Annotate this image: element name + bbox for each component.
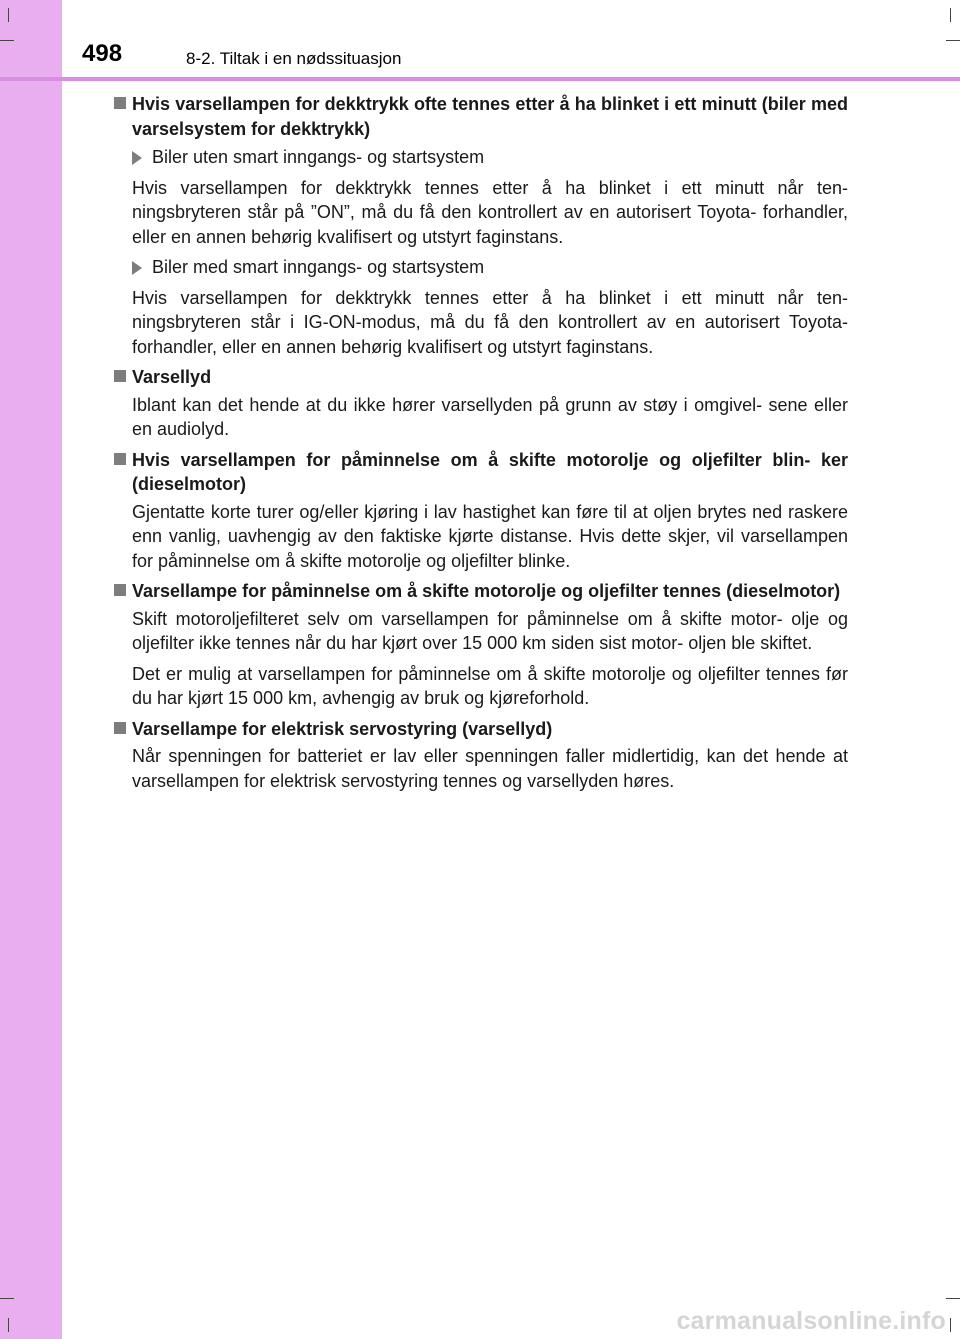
crop-mark xyxy=(0,1298,14,1299)
paragraph: Iblant kan det hende at du ikke hører varsellyden på grunn av støy i omgivel- sene eller en audiolyd. xyxy=(132,394,848,439)
section-title-text: Varsellampe for elektrisk servostyring (varsellyd) xyxy=(132,718,553,739)
subheading-text: Biler med smart inngangs- og startsystem xyxy=(152,257,485,277)
chapter-title: 8-2. Tiltak i en nødssituasjon xyxy=(186,49,402,68)
crop-mark xyxy=(950,1318,951,1332)
subheading xyxy=(112,255,848,280)
crop-mark xyxy=(950,8,951,22)
paragraph: Det er mulig at varsellampen for påminnelse om å skifte motorolje og oljefilter tennes før du har kjørt 15 000 km, avhengig av bruk og kjøreforhold. xyxy=(132,663,848,708)
square-bullet-icon xyxy=(114,453,126,465)
section-title xyxy=(112,717,848,742)
section-title-text: Varsellampe for påminnelse om å skifte motorolje og oljefilter tennes (dieselmotor) xyxy=(132,581,841,601)
crop-mark xyxy=(8,8,9,22)
crop-mark xyxy=(8,1318,9,1332)
paragraph: Gjentatte korte turer og/eller kjøring i lav hastighet kan føre til at oljen brytes ned raskere enn vanlig, uavhengig av den faktiske kjørte distanse. Hvis dette skjer, vil varsellampen for påminnelse om å skifte motorolje og oljefilter blinke. xyxy=(132,501,848,571)
page-content xyxy=(112,92,848,799)
paragraph: Skift motoroljefilteret selv om varsellampen for påminnelse om å skifte motor- olje og oljefilter ikke tennes når du har kjørt over 15 000 km siden sist motor- oljen ble skiftet. xyxy=(132,608,848,653)
arrow-bullet-icon xyxy=(132,151,142,165)
crop-mark xyxy=(0,40,14,41)
square-bullet-icon xyxy=(114,97,126,109)
square-bullet-icon xyxy=(114,370,126,382)
section xyxy=(112,365,848,442)
section xyxy=(112,717,848,794)
section-title xyxy=(112,448,848,497)
arrow-bullet-icon xyxy=(132,261,142,275)
section xyxy=(112,448,848,574)
section-title-text: Hvis varsellampen for påminnelse om å skifte motorolje og oljefilter blin- ker (dieselmotor) xyxy=(132,449,848,494)
section-title xyxy=(112,579,848,604)
side-color-band xyxy=(0,0,62,1339)
header-rule xyxy=(0,77,960,81)
page-number: 498 xyxy=(82,40,123,67)
subheading xyxy=(112,145,848,170)
section-title xyxy=(112,365,848,390)
section-title-text: Varsellyd xyxy=(132,367,212,387)
crop-mark xyxy=(946,40,960,41)
paragraph: Når spenningen for batteriet er lav eller spenningen faller midlertidig, kan det hende at varsellampen for elektrisk servostyring tennes og varsellyden høres. xyxy=(132,746,848,791)
square-bullet-icon xyxy=(114,584,126,596)
section-title xyxy=(112,92,848,141)
section xyxy=(112,579,848,711)
paragraph: Hvis varsellampen for dekktrykk tennes etter å ha blinket i ett minutt når ten- ningsbryteren står i IG-ON-modus, må du få den kontrollert av en autorisert Toyota-forhandler, eller en annen behørig kvalifisert og utstyrt faginstans. xyxy=(132,287,848,357)
section-title-text: Hvis varsellampen for dekktrykk ofte tennes etter å ha blinket i ett minutt (biler med varselsystem for dekktrykk) xyxy=(132,94,848,139)
subheading-text: Biler uten smart inngangs- og startsystem xyxy=(152,147,485,167)
crop-mark xyxy=(946,1298,960,1299)
paragraph: Hvis varsellampen for dekktrykk tennes etter å ha blinket i ett minutt når ten- ningsbryteren står på ”ON”, må du få den kontrollert av en autorisert Toyota- forhandler, eller en annen behørig kvalifisert og utstyrt faginstans. xyxy=(132,177,848,247)
watermark-text: carmanualsonline.info xyxy=(676,1307,946,1335)
square-bullet-icon xyxy=(114,722,126,734)
section xyxy=(112,92,848,359)
